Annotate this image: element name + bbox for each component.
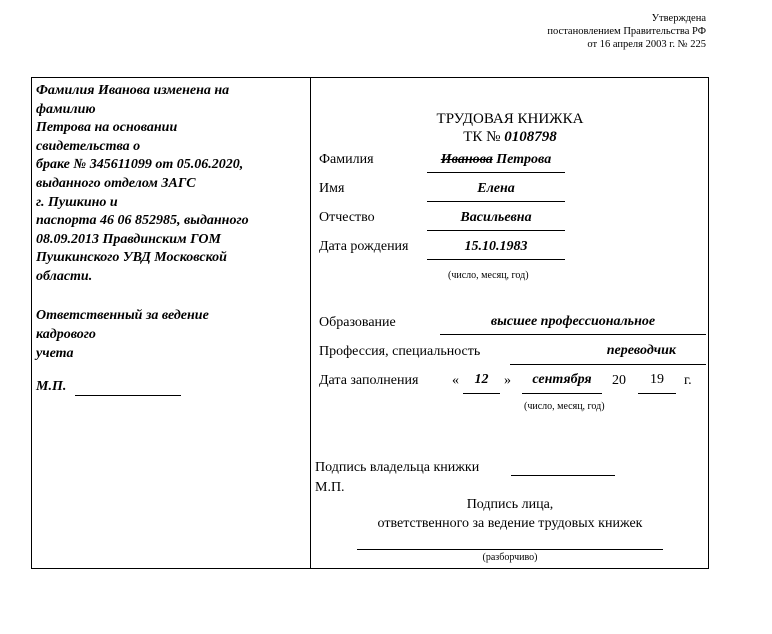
owner-signature-label: Подпись владельца книжки <box>315 460 480 475</box>
fill-hint: (число, месяц, год) <box>524 401 605 412</box>
birth-value: 15.10.1983 <box>464 239 528 254</box>
stamp-label-left: М.П. <box>36 379 67 394</box>
book-number <box>415 128 605 146</box>
fill-date-label: Дата заполнения <box>319 373 419 388</box>
book-number-value: 0108798 <box>504 129 557 145</box>
surname-label: Фамилия <box>319 152 374 167</box>
approval-stamp <box>547 12 706 51</box>
profession-value: переводчик <box>606 343 676 358</box>
surname-underline <box>427 172 565 173</box>
note-line: г. Пушкино и <box>36 194 118 210</box>
note-line: области. <box>36 268 93 284</box>
responsible-signature-underline <box>357 549 663 550</box>
birth-label: Дата рождения <box>319 239 409 254</box>
stamp-label-right: М.П. <box>315 480 345 495</box>
surname-value <box>427 152 565 168</box>
responsible-line: Ответственный за ведение <box>36 308 209 323</box>
note-line: выданного отделом ЗАГС <box>36 175 196 191</box>
fill-year-underline <box>638 393 676 394</box>
fill-day: 12 <box>474 372 489 387</box>
fill-month: сентября <box>532 372 592 387</box>
name-label: Имя <box>319 181 345 196</box>
book-number-prefix: ТК № <box>463 129 501 145</box>
patronymic-value: Васильевна <box>460 210 532 225</box>
responsible-note <box>36 306 306 363</box>
owner-signature-line <box>511 475 615 476</box>
note-line: 08.09.2013 Правдинским ГОМ <box>36 231 221 247</box>
note-line: Петрова на основании <box>36 120 178 136</box>
fill-year-prefix: 20 <box>612 373 626 388</box>
note-line: браке № 345611099 от 05.06.2020, <box>36 157 244 173</box>
approval-line-2: постановлением Правительства РФ <box>547 26 706 37</box>
fill-day-underline <box>463 393 500 394</box>
responsible-line: кадрового <box>36 327 96 342</box>
responsible-signature-line-1: Подпись лица, <box>466 497 554 512</box>
surname-new: Петрова <box>496 152 552 167</box>
book-title <box>415 110 605 146</box>
name-underline <box>427 201 565 202</box>
quote-open: « <box>452 373 459 388</box>
note-line: Пушкинского УВД Московской <box>36 250 227 266</box>
fill-year-suffix: 19 <box>650 372 664 387</box>
page-title: ТРУДОВАЯ КНИЖКА <box>436 111 584 127</box>
responsible-line: учета <box>36 346 74 361</box>
name-value: Елена <box>477 181 515 196</box>
note-line: паспорта 46 06 852985, выданного <box>36 213 249 229</box>
education-label: Образование <box>319 315 396 330</box>
education-value: высшее профессиональное <box>490 314 656 329</box>
stamp-signature-line <box>75 395 181 396</box>
patronymic-underline <box>427 230 565 231</box>
patronymic-label: Отчество <box>319 210 375 225</box>
year-abbr: г. <box>684 373 692 388</box>
decipher-hint: (разборчиво) <box>482 552 538 563</box>
responsible-signature-line-2: ответственного за ведение трудовых книжек <box>377 516 643 531</box>
birth-hint: (число, месяц, год) <box>448 270 529 281</box>
birth-underline <box>427 259 565 260</box>
approval-line-1: Утверждена <box>651 13 706 24</box>
page-divider <box>310 77 311 569</box>
surname-old: Иванова <box>440 152 493 167</box>
quote-close: » <box>504 373 511 388</box>
note-line: фамилию <box>36 101 96 117</box>
note-line: свидетельства о <box>36 138 141 154</box>
profession-underline <box>510 364 706 365</box>
education-underline <box>440 334 706 335</box>
name-change-note <box>36 82 306 287</box>
approval-line-3: от 16 апреля 2003 г. № 225 <box>587 39 706 50</box>
note-line: Фамилия Иванова изменена на <box>36 83 230 98</box>
profession-label: Профессия, специальность <box>319 344 481 359</box>
fill-month-underline <box>522 393 602 394</box>
